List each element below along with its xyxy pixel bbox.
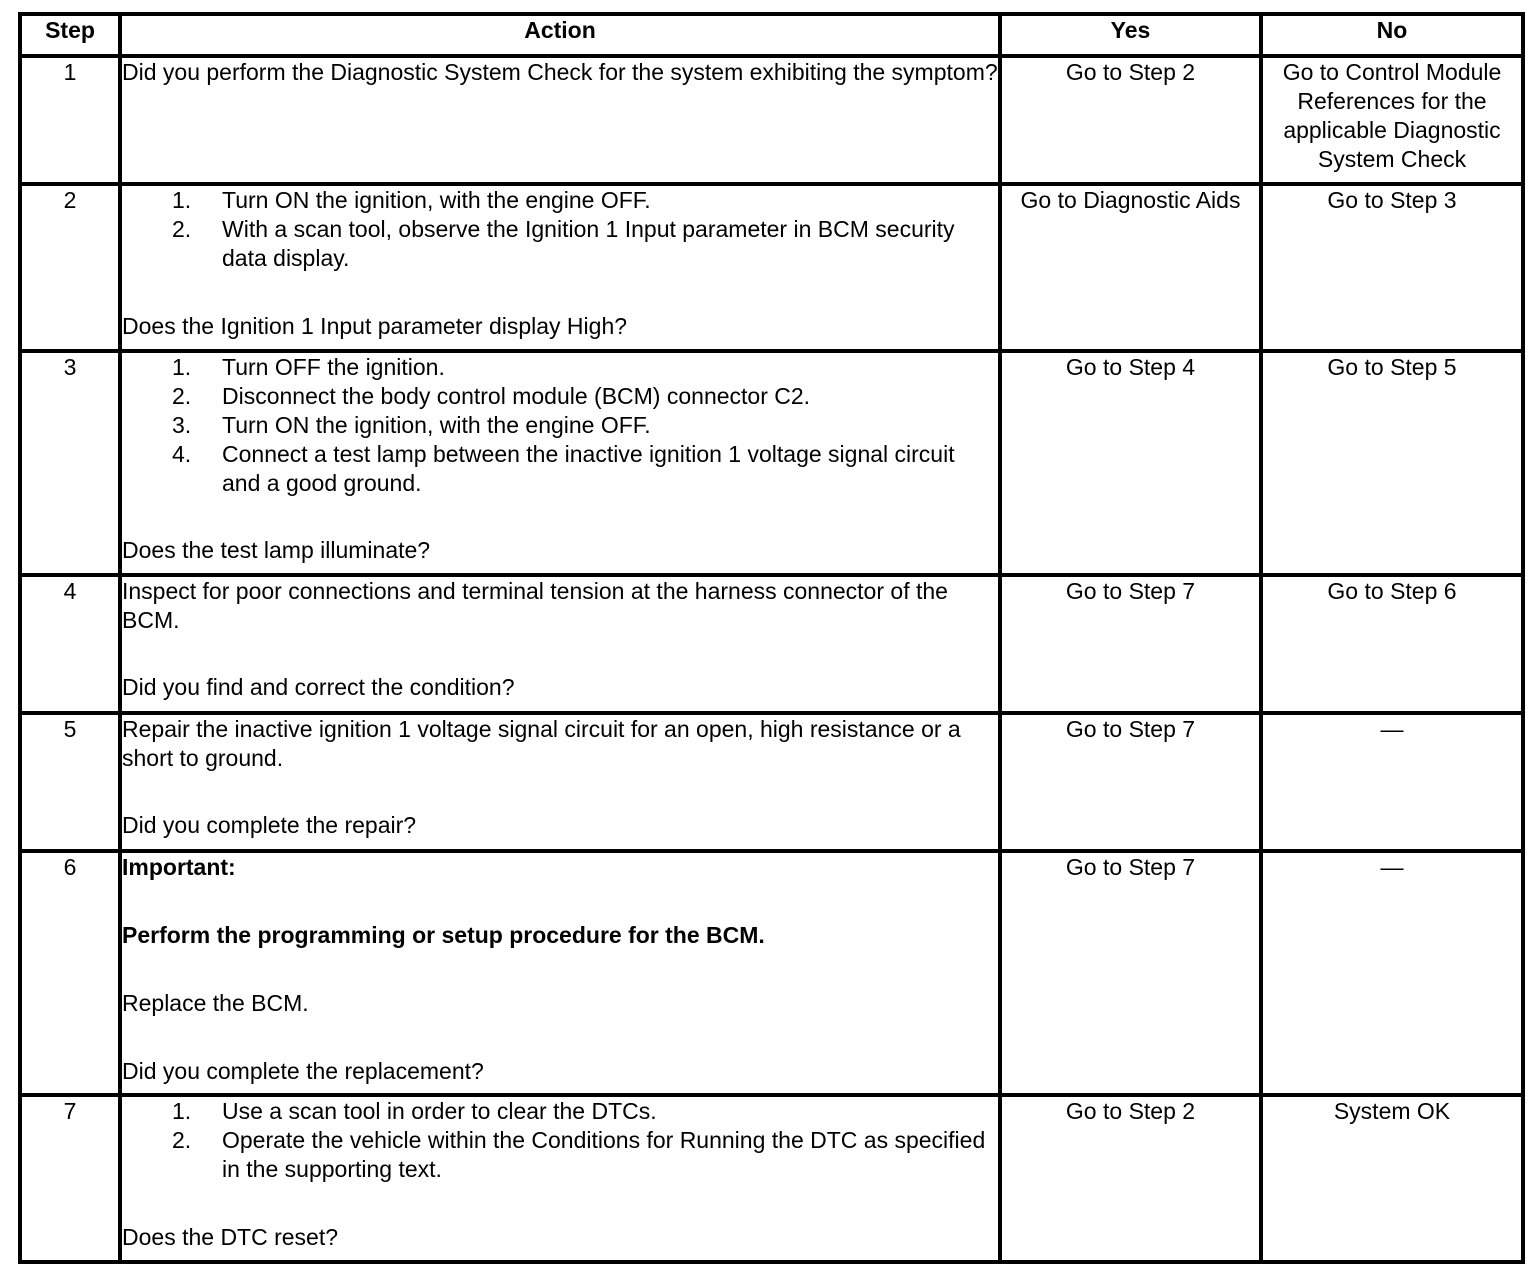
action-cell [120, 713, 1000, 851]
no-cell: Go to Control Module References for the applicable Diagnostic System Check [1261, 56, 1523, 184]
yes-cell: Go to Step 2 [1000, 1095, 1261, 1262]
action-text: Replace the BCM. [122, 990, 309, 1016]
no-cell: Go to Step 5 [1261, 351, 1523, 575]
table-row [20, 56, 1523, 184]
yes-cell: Go to Step 7 [1000, 575, 1261, 713]
action-question: Does the Ignition 1 Input parameter display High? [122, 313, 628, 339]
action-cell [120, 575, 1000, 713]
yes-cell: Go to Step 7 [1000, 713, 1261, 851]
step-number: 2 [20, 184, 120, 351]
action-question: Did you find and correct the condition? [122, 674, 515, 700]
action-cell [120, 56, 1000, 184]
table-row [20, 575, 1523, 713]
instruction-list [122, 353, 998, 498]
action-cell [120, 1095, 1000, 1262]
table-row [20, 184, 1523, 351]
action-cell [120, 184, 1000, 351]
step-number: 7 [20, 1095, 120, 1262]
no-cell: — [1261, 851, 1523, 1095]
action-question: Did you complete the replacement? [122, 1058, 484, 1084]
header-action: Action [120, 14, 1000, 56]
no-cell: System OK [1261, 1095, 1523, 1262]
action-cell [120, 851, 1000, 1095]
list-item: 2. Disconnect the body control module (BCM) connector C2. [172, 383, 811, 409]
action-question: Does the DTC reset? [122, 1224, 339, 1250]
header-yes: Yes [1000, 14, 1261, 56]
table-row [20, 713, 1523, 851]
header-no: No [1261, 14, 1523, 56]
list-item: 1. Turn ON the ignition, with the engine OFF. [172, 187, 651, 213]
important-text: Perform the programming or setup procedure for the BCM. [122, 922, 765, 948]
header-row [20, 14, 1523, 56]
step-number: 5 [20, 713, 120, 851]
action-question: Did you complete the repair? [122, 812, 417, 838]
no-cell: Go to Step 3 [1261, 184, 1523, 351]
action-text: Did you perform the Diagnostic System Check for the system exhibiting the symptom? [122, 59, 998, 85]
instruction-list [122, 1097, 998, 1184]
diagnostic-table [18, 12, 1525, 1264]
no-cell: — [1261, 713, 1523, 851]
yes-cell: Go to Step 4 [1000, 351, 1261, 575]
list-item: 4. Connect a test lamp between the inactive ignition 1 voltage signal circuit and a good ground. [172, 441, 955, 496]
list-item: 3. Turn ON the ignition, with the engine OFF. [172, 412, 651, 438]
action-text: Repair the inactive ignition 1 voltage signal circuit for an open, high resistance or a short to ground. [122, 716, 961, 771]
header-step: Step [20, 14, 120, 56]
yes-cell: Go to Step 2 [1000, 56, 1261, 184]
action-question: Does the test lamp illuminate? [122, 537, 431, 563]
list-item: 1. Use a scan tool in order to clear the DTCs. [172, 1098, 657, 1124]
table-row [20, 851, 1523, 1095]
action-text: Inspect for poor connections and terminal tension at the harness connector of the BCM. [122, 578, 948, 633]
list-item: 2. Operate the vehicle within the Conditions for Running the DTC as specified in the supporting text. [172, 1127, 986, 1182]
step-number: 6 [20, 851, 120, 1095]
step-number: 4 [20, 575, 120, 713]
action-cell [120, 351, 1000, 575]
table-row [20, 1095, 1523, 1262]
instruction-list [122, 186, 998, 273]
no-cell: Go to Step 6 [1261, 575, 1523, 713]
important-label: Important: [122, 854, 236, 880]
list-item: 2. With a scan tool, observe the Ignition 1 Input parameter in BCM security data display. [172, 216, 955, 271]
list-item: 1. Turn OFF the ignition. [172, 354, 445, 380]
table-row [20, 351, 1523, 575]
yes-cell: Go to Step 7 [1000, 851, 1261, 1095]
yes-cell: Go to Diagnostic Aids [1000, 184, 1261, 351]
step-number: 1 [20, 56, 120, 184]
step-number: 3 [20, 351, 120, 575]
